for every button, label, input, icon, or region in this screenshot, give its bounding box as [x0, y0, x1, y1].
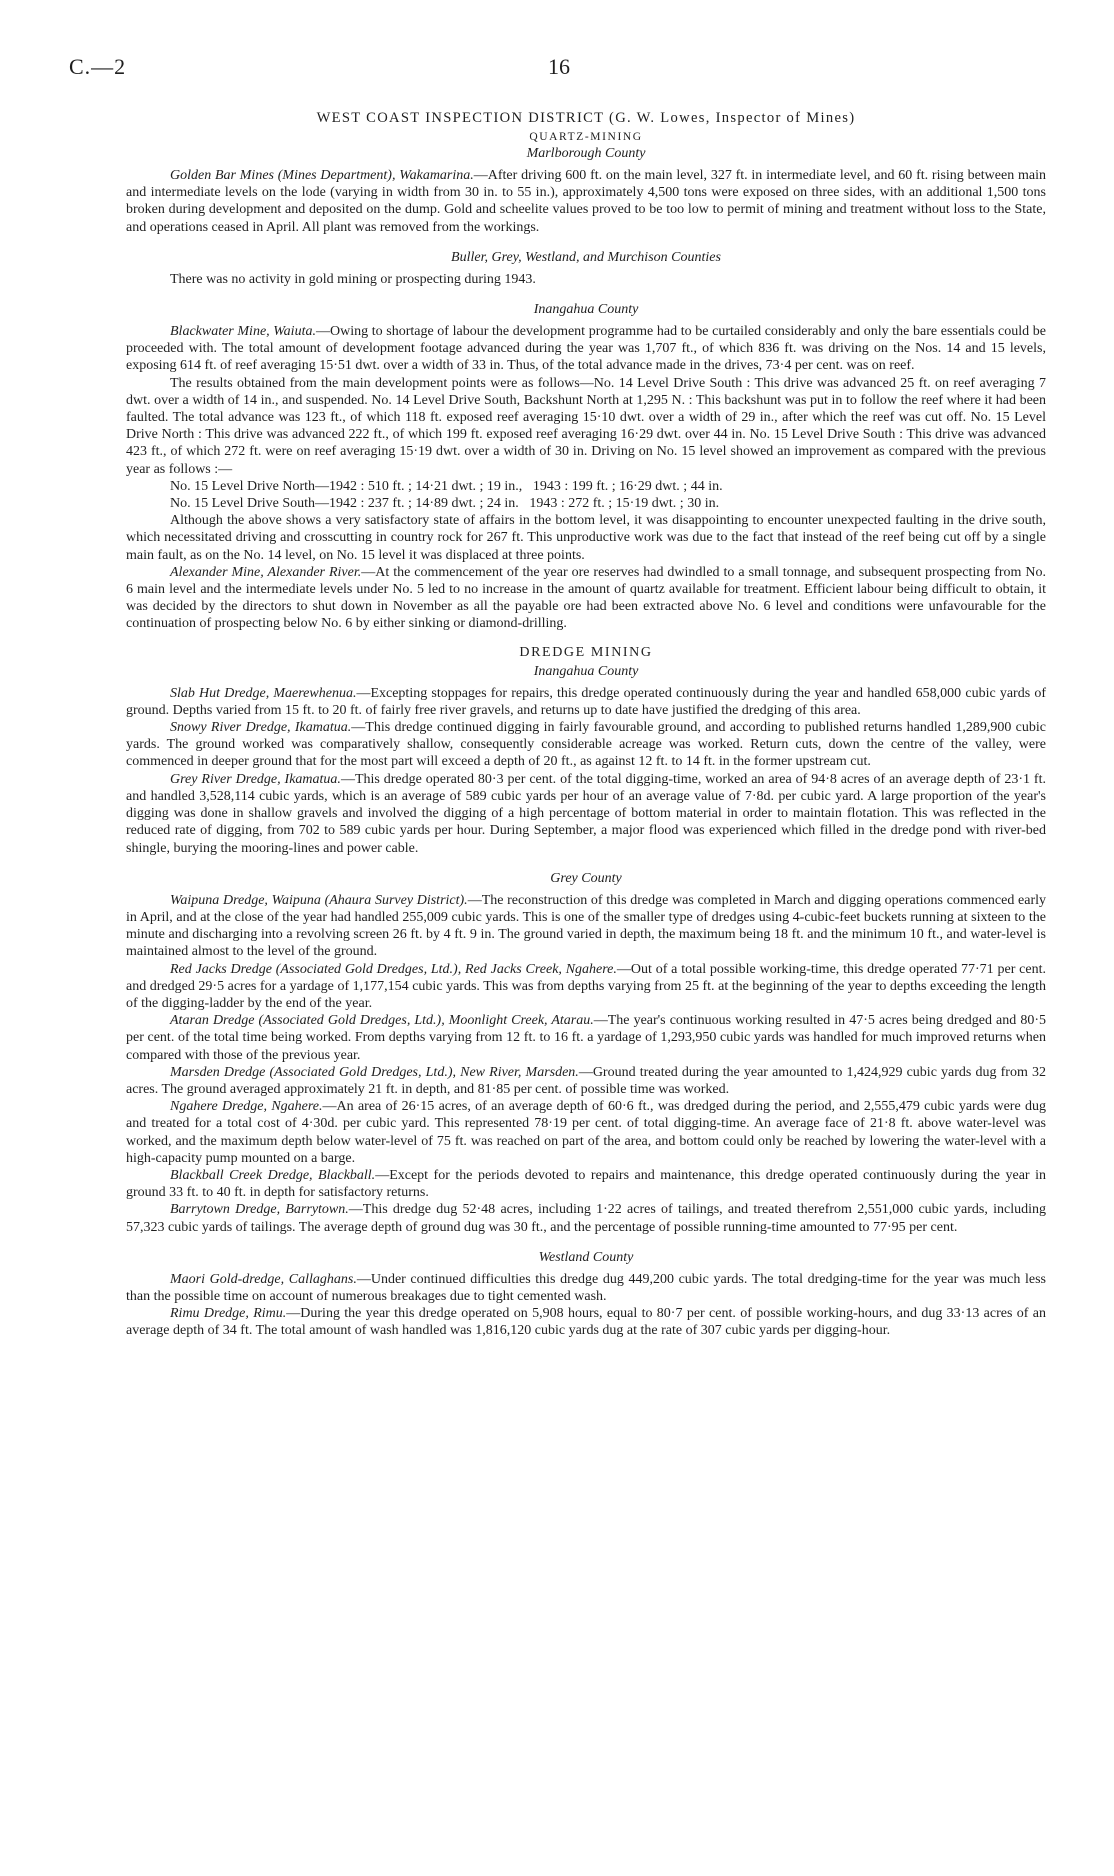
- county-heading: Grey County: [550, 870, 622, 886]
- paragraph-lead: Snowy River Dredge, Ikamatua.: [170, 720, 352, 736]
- paragraph: [126, 1271, 1046, 1305]
- paragraph-lead: Blackwater Mine, Waiuta.: [170, 324, 316, 340]
- paragraph-text: —At the commencement of the year ore reserves had dwindled to a small tonnage, and subsequent prospecting from No. 6 main level and the intermediate levels under No. 5 led to no increase in the amount of quartz available for treatment. Efficient labour being difficult to obtain, it was decided by the directors to shut down in November as all the payable ore had been extracted above No. 6 level and conditions were unfavourable for the continuation of prospecting below No. 6 by either sinking or diamond-drilling.: [126, 564, 1047, 632]
- paragraph: [126, 1305, 1046, 1339]
- paragraph-text: —Except for the periods devoted to repairs and maintenance, this dredge operated continuously during the year in ground 33 ft. to 40 ft. in depth for satisfactory returns.: [126, 1167, 1046, 1201]
- paragraph-text: Although the above shows a very satisfactory state of affairs in the bottom level, it was disappointing to encounter unexpected faulting in the drive south, which necessitated driving and crosscutting in country rock for 267 ft. This unproductive work was due to the fact that instead of the reef being cut off by a single main fault, as on the No. 14 level, on No. 15 level it was displaced at three points.: [126, 513, 1046, 563]
- drive-1942: 1942 : 237 ft. ; 14·89 dwt. ; 24 in.: [329, 496, 519, 512]
- paragraph: [126, 771, 1046, 857]
- paragraph-text: —Owing to shortage of labour the development programme had to be curtailed considerably and only the bare essentials could be proceeded with. The total amount of development footage advanced during the year was 1,707 ft., of which 836 ft. was driving on the Nos. 14 and 15 levels, exposing 614 ft. of reef averaging 15·51 dwt. over a width of 33 in. Thus, of the total advance made in the drives, 73·4 per cent. was on reef.: [126, 324, 1046, 374]
- county-heading: Inangahua County: [533, 302, 639, 318]
- paragraph-lead: Ataran Dredge (Associated Gold Dredges, Ltd.), Moonlight Creek, Atarau.: [170, 1013, 594, 1029]
- county-heading: Buller, Grey, Westland, and Murchison Counties: [451, 249, 721, 265]
- section-heading-quartz: QUARTZ-MINING: [529, 131, 643, 143]
- paragraph-text: —Excepting stoppages for repairs, this dredge operated continuously during the year and handled 658,000 cubic yards of ground. Depths varied from 15 ft. to 20 ft. of fairly free river gravels, and returns up to date have justified the dredging of this area.: [126, 685, 1046, 718]
- paragraph-lead: Alexander Mine, Alexander River.: [170, 564, 362, 580]
- page-reference: C.—2: [69, 54, 127, 79]
- drive-1942: 1942 : 510 ft. ; 14·21 dwt. ; 19 in.,: [329, 478, 523, 494]
- paragraph-text: —Ground treated during the year amounted to 1,424,929 cubic yards dug from 32 acres. The ground averaged approximately 21 ft. in depth, and 81·85 per cent. of possible time was worked.: [126, 1064, 1046, 1097]
- drive-name: No. 15 Level Drive North: [170, 478, 316, 494]
- paragraph-text: —The year's continuous working resulted in 47·5 acres being dredged and 80·5 per cent. of the total time being worked. From depths varying from 12 ft. to 16 ft. a yardage of 1,293,950 cubic yards was handled for much improved returns when compared with those of the previous year.: [126, 1013, 1046, 1063]
- paragraph-lead: Marsden Dredge (Associated Gold Dredges, Ltd.), New River, Marsden.: [170, 1064, 579, 1080]
- paragraph-text: —After driving 600 ft. on the main level, 327 ft. in intermediate level, and 60 ft. rising between main and intermediate levels on the lode (varying in width from 30 in. to 55 in.), approximately 4,500 tons were exposed on three sides, with an additional 1,500 tons broken during development and deposited on the dump. Gold and scheelite values proved to be too low to permit of mining and treatment without loss to the State, and operations ceased in April. All plant was removed from the workings.: [126, 168, 1046, 235]
- drive-1943: 1943 : 199 ft. ; 16·29 dwt. ; 44 in.: [532, 478, 723, 494]
- paragraph: [126, 564, 1046, 633]
- paragraph-lead: Maori Gold-dredge, Callaghans.: [170, 1271, 357, 1287]
- paragraph: [126, 1098, 1046, 1167]
- paragraph: [126, 1064, 1046, 1098]
- paragraph-lead: Barrytown Dredge, Barrytown.: [170, 1202, 349, 1218]
- paragraph: [126, 1201, 1046, 1235]
- paragraph: [126, 685, 1046, 719]
- paragraph-text: —This dredge continued digging in fairly favourable ground, and according to published returns handled 1,289,900 cubic yards. The ground worked was comparatively shallow, consequently considerable acreage was worked. Return cuts, down the centre of the valley, were commenced in deeper ground that for the most part will exceed a depth of 20 ft., as against 12 ft. to 14 ft. in the former upstream cut.: [126, 720, 1046, 770]
- paragraph-lead: Ngahere Dredge, Ngahere.: [170, 1099, 323, 1115]
- county-heading: Marlborough County: [526, 146, 646, 161]
- drive-comparison-row: No. 15 Level Drive South—1942 : 237 ft. ; 14·89 dwt. ; 24 in. 1943 : 272 ft. ; 15·19 dwt. ; 30 in.: [170, 496, 720, 512]
- county-heading: Westland County: [538, 1249, 634, 1265]
- paragraph: [126, 961, 1046, 1013]
- paragraph-text: There was no activity in gold mining or prospecting during 1943.: [170, 271, 536, 287]
- paragraph-lead: Waipuna Dredge, Waipuna (Ahaura Survey District).: [170, 892, 468, 908]
- paragraph-lead: Slab Hut Dredge, Maerewhenua.: [170, 685, 357, 701]
- paragraph-lead: Blackball Creek Dredge, Blackball.: [170, 1167, 376, 1183]
- paragraph-text: The results obtained from the main development points were as follows—No. 14 Level Drive South : This drive was advanced 25 ft. on reef averaging 7 dwt. over a width of 14 in., and suspended. No. 14 Level Drive South, Backshunt North at 1,295 N. : This backshunt was put in to follow the reef where it had been faulted. The total advance was 123 ft., of which 118 ft. exposed reef averaging 15·10 dwt. over a width of 29 in., after which the reef was cut off. No. 15 Level Drive North : This drive was advanced 222 ft., of which 199 ft. exposed reef averaging 16·29 dwt. over 44 in. No. 15 Level Drive South : This drive was advanced 423 ft., of which 272 ft. were on reef averaging 15·19 dwt. over a width of 30 in. Driving on No. 15 level showed an improvement as compared with the previous year as follows :—: [126, 375, 1046, 477]
- paragraph: [126, 167, 1046, 236]
- paragraph: [126, 375, 1046, 478]
- paragraph-lead: Red Jacks Dredge (Associated Gold Dredges, Ltd.), Red Jacks Creek, Ngahere.: [170, 961, 617, 977]
- paragraph: [126, 1012, 1046, 1064]
- page-body: [126, 56, 1046, 1340]
- paragraph: [126, 323, 1046, 375]
- paragraph-lead: Golden Bar Mines (Mines Department), Wakamarina.: [170, 168, 474, 183]
- paragraph: [126, 892, 1046, 961]
- paragraph-text: —Under continued difficulties this dredge dug 449,200 cubic yards. The total dredging-time for the year was much less than the possible time on account of numerous breakages due to tight cemented wash.: [126, 1271, 1046, 1304]
- paragraph-lead: Rimu Dredge, Rimu.: [170, 1306, 287, 1322]
- paragraph-text: —During the year this dredge operated on 5,908 hours, equal to 80·7 per cent. of possible working-hours, and dug 33·13 acres of an average depth of 34 ft. The total amount of wash handled was 1,816,120 cubic yards dug at the rate of 307 cubic yards per digging-hour.: [126, 1306, 1047, 1339]
- paragraph-text: —An area of 26·15 acres, of an average depth of 60·6 ft., was dredged during the period, and 2,555,479 cubic yards were dug and treated for a total cost of 4·30d. per cubic yard. This represented 78·19 per cent. of total digging-time. An average face of 21·8 ft. above water-level was worked, and the maximum depth below water-level of 75 ft. was reached on part of the area, and bottom could only be reached by lowering the water-level with a high-capacity pump mounted on a barge.: [126, 1099, 1047, 1166]
- paragraph-text: —This dredge dug 52·48 acres, including 1·22 acres of tailings, and treated therefrom 2,551,000 cubic yards, including 57,323 cubic yards of tailings. The average depth of ground dug was 30 ft., and the percentage of possible running-time amounted to 77·95 per cent.: [126, 1202, 1046, 1235]
- drive-name: No. 15 Level Drive South: [170, 496, 316, 512]
- drive-comparison-row: No. 15 Level Drive North—1942 : 510 ft. ; 14·21 dwt. ; 19 in., 1943 : 199 ft. ; 16·29 dwt. ; 44 in.: [170, 478, 723, 494]
- paragraph: [126, 271, 1046, 288]
- county-heading: Inangahua County: [533, 663, 639, 679]
- paragraph-text: —This dredge operated 80·3 per cent. of the total digging-time, worked an area of 94·8 acres of an average depth of 23·1 ft. and handled 3,528,114 cubic yards, which is an average of 589 cubic yards per hour of an average value of 7·8d. per cubic yard. A large proportion of the year's digging was done in shallow gravels and involved the digging of a high percentage of bottom material in order to maintain flotation. This was reflected in the reduced rate of digging, from 702 to 589 cubic yards per hour. During September, a major flood was experienced which filled in the dredge pond with river-bed shingle, burying the mooring-lines and power cable.: [126, 771, 1046, 856]
- paragraph: [126, 1167, 1046, 1201]
- paragraph-text: —Out of a total possible working-time, this dredge operated 77·71 per cent. and dredged 29·5 acres for a yardage of 1,177,154 cubic yards. This was from depths varying from 25 ft. at the beginning of the year to depths exceeding the length of the digging-ladder by the end of the year.: [126, 961, 1046, 1011]
- page-number: 16: [548, 54, 570, 79]
- district-title: WEST COAST INSPECTION DISTRICT (G. W. Lowes, Inspector of Mines): [316, 110, 856, 126]
- paragraph: [126, 512, 1046, 564]
- section-heading-dredge: DREDGE MINING: [519, 644, 653, 660]
- paragraph: [126, 719, 1046, 771]
- drive-1943: 1943 : 272 ft. ; 15·19 dwt. ; 30 in.: [529, 496, 720, 512]
- paragraph-lead: Grey River Dredge, Ikamatua.: [170, 771, 341, 787]
- paragraph-text: —The reconstruction of this dredge was completed in March and digging operations commenced early in April, and at the close of the year had handled 255,009 cubic yards. This is one of the smaller type of dredges using 4-cubic-feet buckets running at sixteen to the minute and discharging into a revolving screen 26 ft. by 4 ft. 9 in. The ground varied in depth, the maximum being 18 ft. and the minimum 10 ft., and water-level is maintained almost to the level of the ground.: [126, 892, 1047, 960]
